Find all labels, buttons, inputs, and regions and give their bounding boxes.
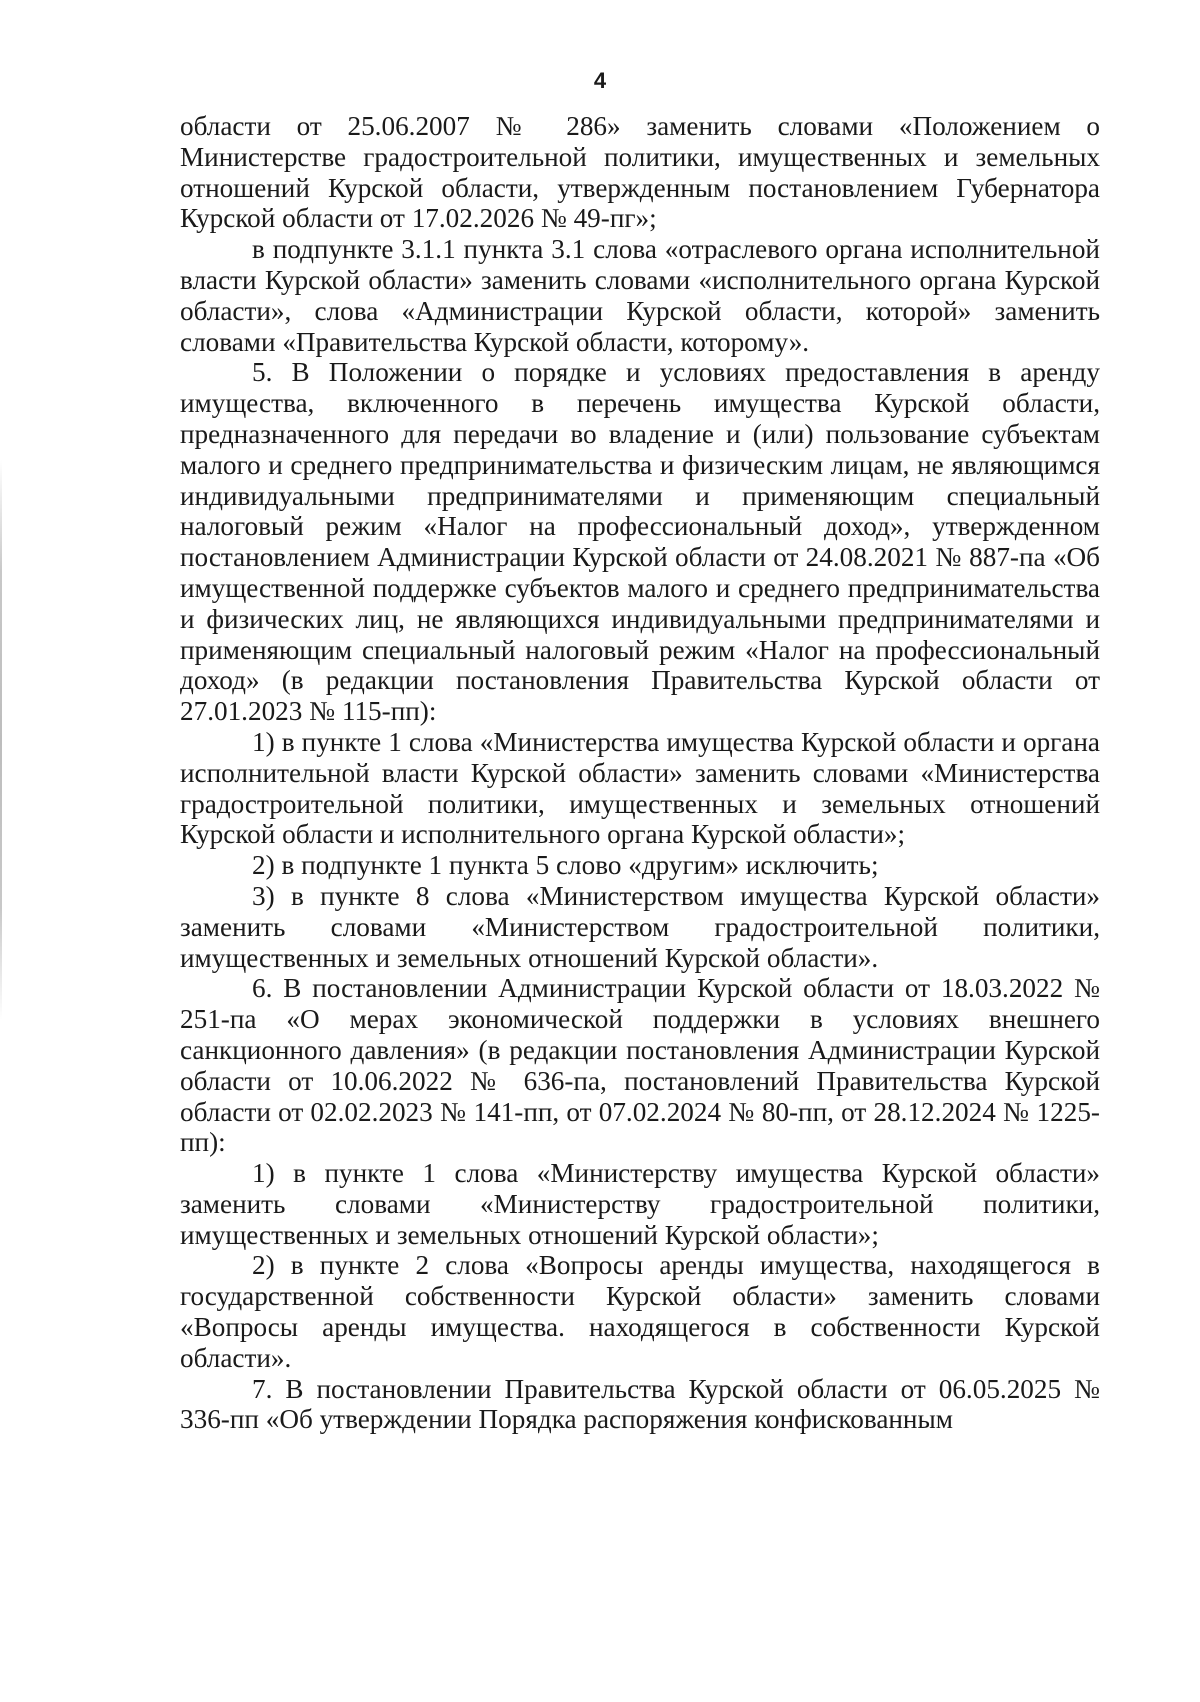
paragraph-item-6-2: 2) в пункте 2 слова «Вопросы аренды имущества, находящегося в государственной собственности Курской области» заменить словами «Вопросы аренды имущества. находящегося в собственности Курской области». — [180, 1250, 1100, 1373]
paragraph-continuation: области от 25.06.2007 № 286» заменить словами «Положением о Министерстве градостроительной политики, имущественных и земельных отношений Курской области, утвержденным постановлением Губернатора Курской области от 17.02.2026 № 49-пг»; — [180, 111, 1100, 234]
paragraph-item-5-3: 3) в пункте 8 слова «Министерством имущества Курской области» заменить словами «Министерством градостроительной политики, имущественных и земельных отношений Курской области». — [180, 880, 1100, 973]
paragraph-item-7: 7. В постановлении Правительства Курской области от 06.05.2025 № 336-пп «Об утверждении Порядка распоряжения конфискованным — [180, 1373, 1100, 1435]
paragraph-item-5-1: 1) в пункте 1 слова «Министерства имущества Курской области и органа исполнительной власти Курской области» заменить словами «Министерства градостроительной политики, имущественных и земельных отношений Курской области и исполнительного органа Курской области»; — [180, 726, 1100, 850]
scan-edge-shadow — [0, 460, 2, 1020]
paragraph-item-5-2: 2) в подпункте 1 пункта 5 слово «другим» исключить; — [252, 850, 879, 881]
paragraph-item-6: 6. В постановлении Администрации Курской области от 18.03.2022 № 251-па «О мерах экономической поддержки в условиях внешнего санкционного давления» (в редакции постановления Администрации Курской области от 10.06.2022 № 636-па, постановлений Правительства Курской области от 02.02.2023 № 141-пп, от 07.02.2024 № 80-пп, от 28.12.2024 № 1225-пп): — [180, 973, 1100, 1158]
paragraph-item-6-1: 1) в пункте 1 слова «Министерству имущества Курской области» заменить словами «Министерству градостроительной политики, имущественных и земельных отношений Курской области»; — [180, 1158, 1100, 1250]
paragraph-subpoint-3-1-1: в подпункте 3.1.1 пункта 3.1 слова «отраслевого органа исполнительной власти Курской области» заменить словами «исполнительного органа Курской области», слова «Администрации Курской области, которой» заменить словами «Правительства Курской области, которому». — [180, 234, 1100, 357]
document-body — [180, 111, 1100, 1435]
paragraph-item-5: 5. В Положении о порядке и условиях предоставления в аренду имущества, включенного в перечень имущества Курской области, предназначенного для передачи во владение и (или) пользование субъектам малого и среднего предпринимательства и физическим лицам, не являющимся индивидуальными предпринимателями и применяющим специальный налоговый режим «Налог на профессиональный доход», утвержденном постановлением Администрации Курской области от 24.08.2021 № 887-па «Об имущественной поддержке субъектов малого и среднего предпринимательства и физических лиц, не являющихся индивидуальными предпринимателями и применяющим специальный налоговый режим «Налог на профессиональный доход» (в редакции постановления Правительства Курской области от 27.01.2023 № 115-пп): — [180, 357, 1100, 727]
page-number: 4 — [593, 68, 607, 93]
